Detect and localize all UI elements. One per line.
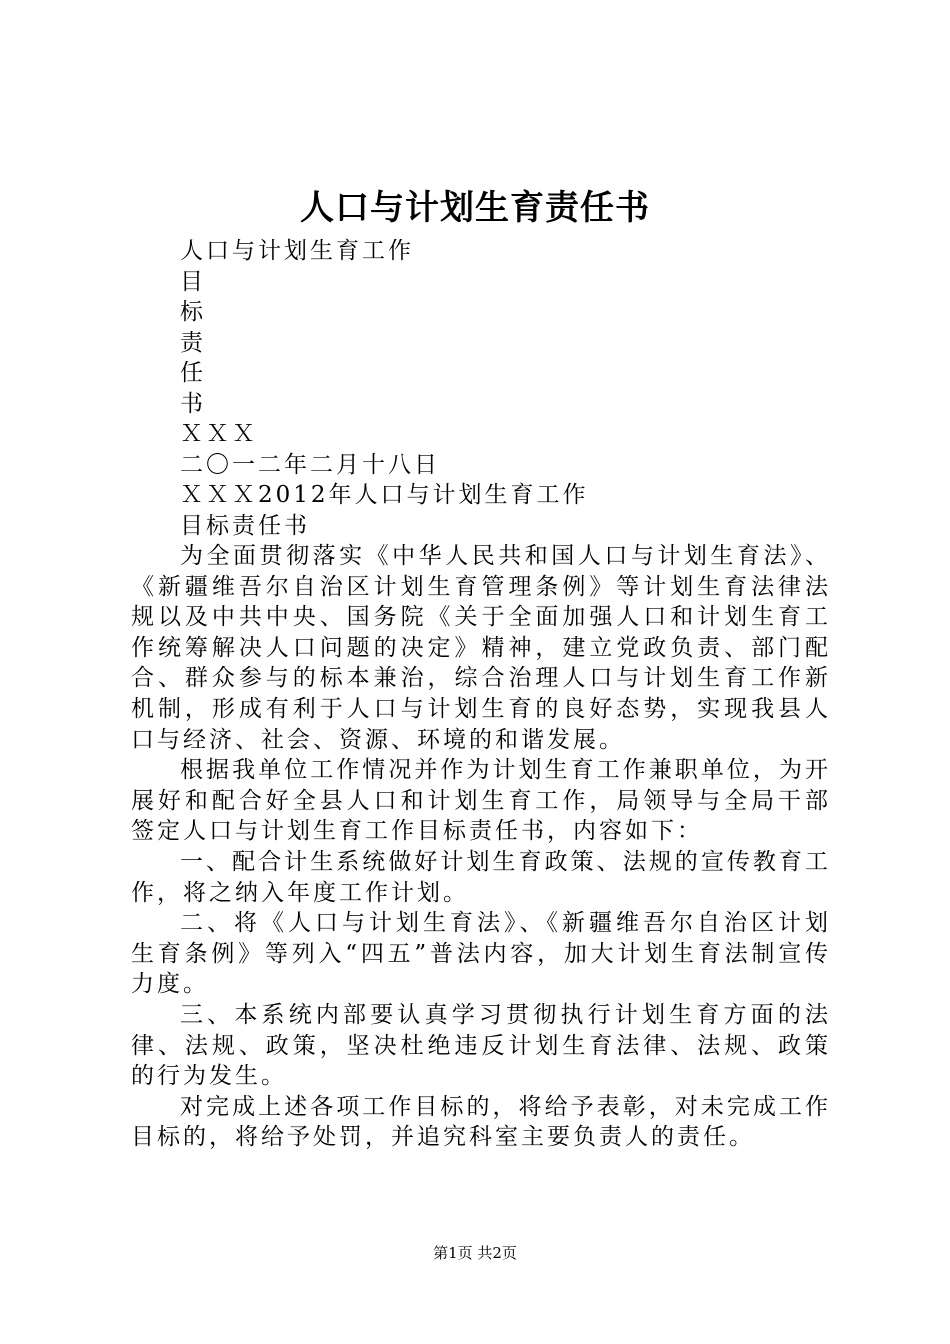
- body-paragraph: 二、将《人口与计划生育法》、《新疆维吾尔自治区计划生育条例》等列入“四五”普法内容，加大计划生育法制宣传力度。: [131, 910, 831, 998]
- cover-line: 责: [180, 329, 206, 356]
- cover-line: 标: [180, 299, 206, 325]
- body-paragraph: 为全面贯彻落实《中华人民共和国人口与计划生育法》、《新疆维吾尔自治区计划生育管理条例》等计划生育法律法规以及中共中央、国务院《关于全面加强人口和计划生育工作统筹解决人口问题的决定》精神，建立党政负责、部门配合、群众参与的标本兼治，综合治理人口与计划生育工作新机制，形成有利于人口与计划生育的良好态势，实现我县人口与经济、社会、资源、环境的和谐发展。: [131, 543, 831, 753]
- document-body: [131, 541, 831, 1153]
- cover-line: 目: [180, 268, 206, 295]
- page-number-footer: 第1页 共2页: [433, 1244, 517, 1262]
- cover-line: 任: [180, 360, 206, 386]
- body-paragraph: 三、本系统内部要认真学习贯彻执行计划生育方面的法律、法规、政策，坚决杜绝违反计划生育法律、法规、政策的行为发生。: [131, 1001, 831, 1090]
- cover-line: 目标责任书: [180, 512, 310, 539]
- cover-line: 人口与计划生育工作: [180, 238, 414, 264]
- cover-line: ＸＸＸ2012年人口与计划生育工作: [180, 482, 589, 508]
- cover-line: ＸＸＸ: [180, 421, 258, 447]
- cover-line: 书: [180, 390, 206, 417]
- document-title: 人口与计划生育责任书: [300, 188, 650, 228]
- cover-date: 二〇一二年二月十八日: [180, 451, 440, 478]
- body-paragraph: 一、配合计生系统做好计划生育政策、法规的宣传教育工作，将之纳入年度工作计划。: [131, 848, 831, 906]
- body-paragraph: 根据我单位工作情况并作为计划生育工作兼职单位，为开展好和配合好全县人口和计划生育工作，局领导与全局干部签定人口与计划生育工作目标责任书，内容如下：: [131, 757, 831, 845]
- cover-lines: [180, 236, 860, 541]
- body-paragraph: 对完成上述各项工作目标的，将给予表彰，对未完成工作目标的，将给予处罚，并追究科室主要负责人的责任。: [131, 1093, 831, 1151]
